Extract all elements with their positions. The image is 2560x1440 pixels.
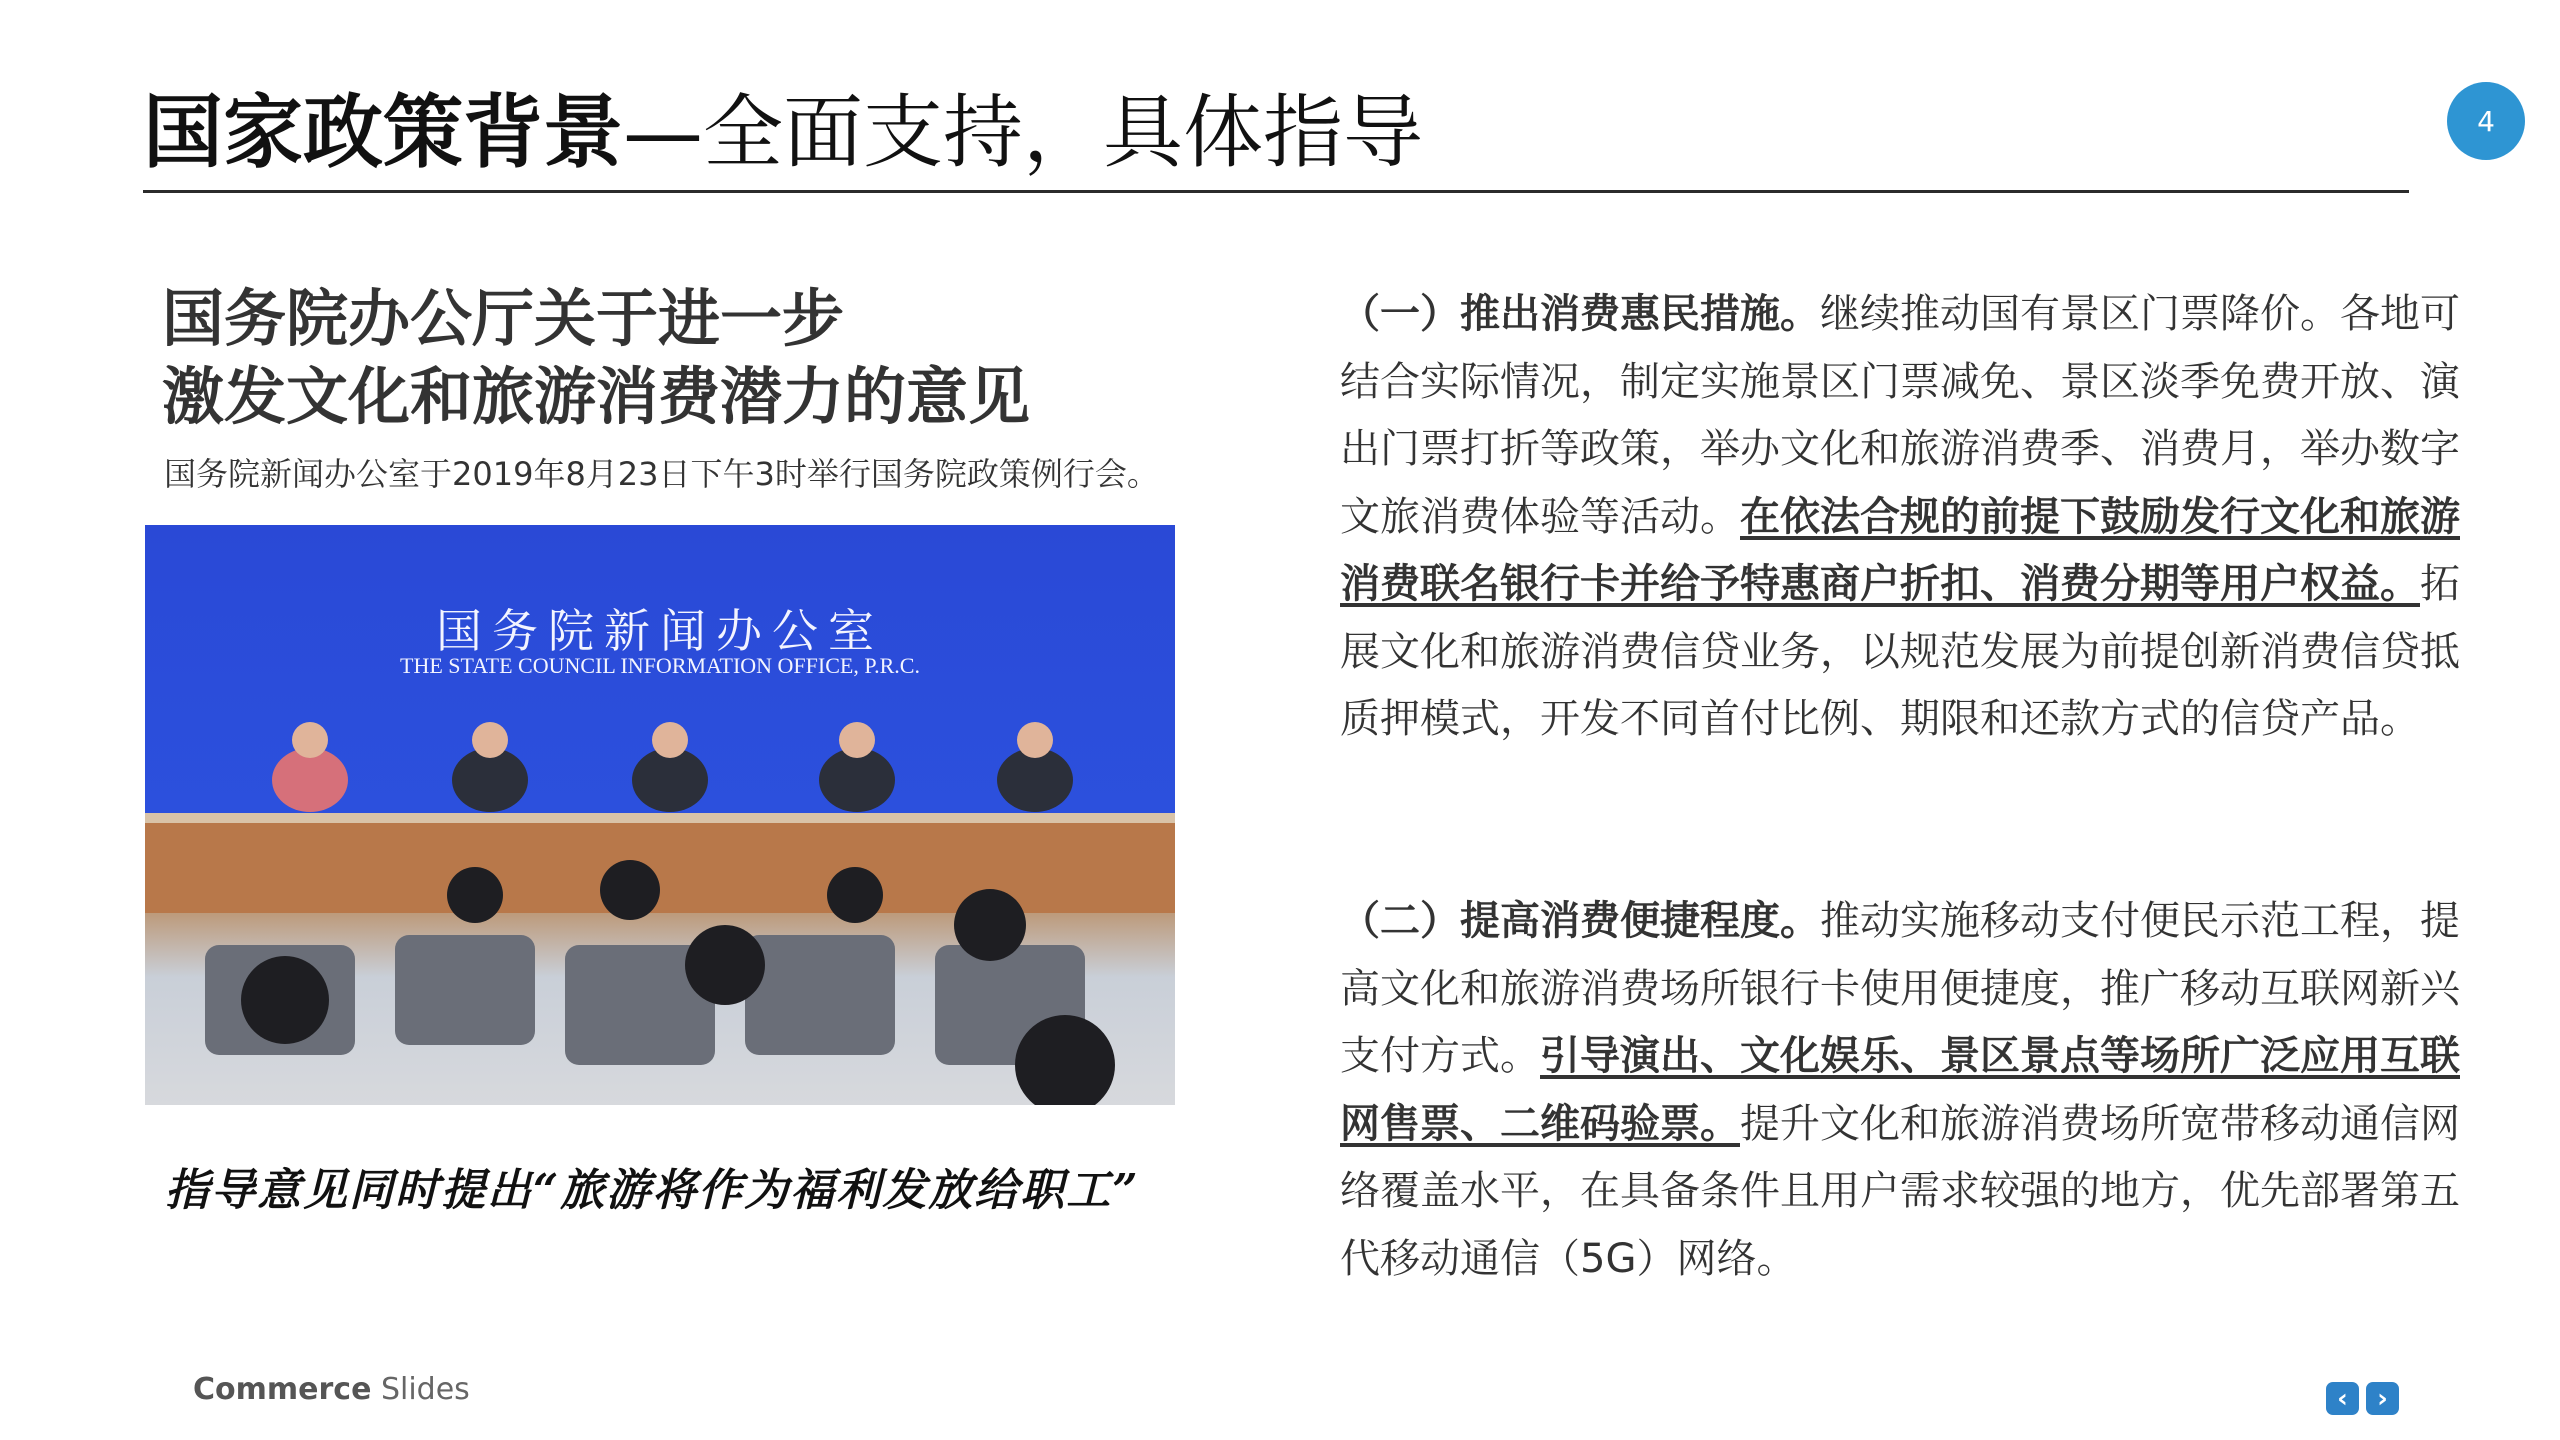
paragraph-1-highlight: 在依法合规的前提下鼓励发行文化和旅游消费联名银行卡并给予特惠商户折扣、消费分期等用户权益。 — [1340, 493, 2460, 607]
slide-title-bold: 国家政策背景 — [143, 86, 623, 179]
photo-banner-chinese: 国务院新闻办公室 — [436, 604, 884, 658]
document-title-line-1: 国务院办公厅关于进一步 — [162, 282, 845, 355]
brand-rest: Slides — [371, 1372, 470, 1407]
policy-paragraph-1 — [1340, 281, 2480, 754]
paragraph-1-text-b: 拓展文化和旅游消费信贷业务，以规范发展为前提创新消费信贷抵质押模式，开发不同首付比例、期限和还款方式的信贷产品。 — [1340, 561, 2460, 742]
photo-banner-english: THE STATE COUNCIL INFORMATION OFFICE, P.R.C. — [400, 653, 920, 678]
next-slide-button[interactable] — [2366, 1382, 2399, 1415]
paragraph-2-highlight: 引导演出、文化娱乐、景区景点等场所广泛应用互联网售票、二维码验票。 — [1340, 1033, 2460, 1147]
policy-paragraph-2 — [1340, 888, 2480, 1293]
chevron-right-icon: › — [2377, 1383, 2388, 1414]
paragraph-2-text-a: 推动实施移动支付便民示范工程，提高文化和旅游消费场所银行卡使用便捷度，推广移动互联网新兴支付方式。 — [1340, 898, 2460, 1079]
document-subtitle: 国务院新闻办公室于2019年8月23日下午3时举行国务院政策例行会。 — [164, 455, 1159, 493]
document-title-line-2: 激发文化和旅游消费潜力的意见 — [162, 360, 1031, 433]
paragraph-1-text-a: 继续推动国有景区门票降价。各地可结合实际情况，制定实施景区门票减免、景区淡季免费开放、演出门票打折等政策，举办文化和旅游消费季、消费月，举办数字文旅消费体验等活动。 — [1340, 291, 2460, 540]
paragraph-2-text-b: 提升文化和旅游消费场所宽带移动通信网络覆盖水平，在具备条件且用户需求较强的地方，优先部署第五代移动通信（5G）网络。 — [1340, 1100, 2460, 1282]
slide-title-rest: —全面支持，具体指导 — [623, 86, 1423, 179]
slide-title — [143, 78, 1423, 188]
press-conference-photo — [145, 525, 1175, 1105]
brand-logo — [193, 1372, 470, 1407]
brand-bold: Commerce — [193, 1372, 372, 1407]
previous-slide-button[interactable] — [2326, 1382, 2359, 1415]
title-divider — [143, 190, 2409, 193]
podium-table — [145, 813, 1175, 913]
photo-caption: 指导意见同时提出“旅游将作为福利发放给职工” — [165, 1165, 1140, 1216]
document-title — [162, 280, 1030, 436]
speakers-group — [272, 722, 1073, 812]
paragraph-1-lead: （一）推出消费惠民措施。 — [1340, 291, 1820, 337]
page-number-badge: 4 — [2447, 82, 2525, 160]
paragraph-2-lead: （二）提高消费便捷程度。 — [1340, 898, 1820, 944]
chevron-left-icon: ‹ — [2337, 1383, 2348, 1414]
audience-chairs — [205, 935, 1085, 1065]
